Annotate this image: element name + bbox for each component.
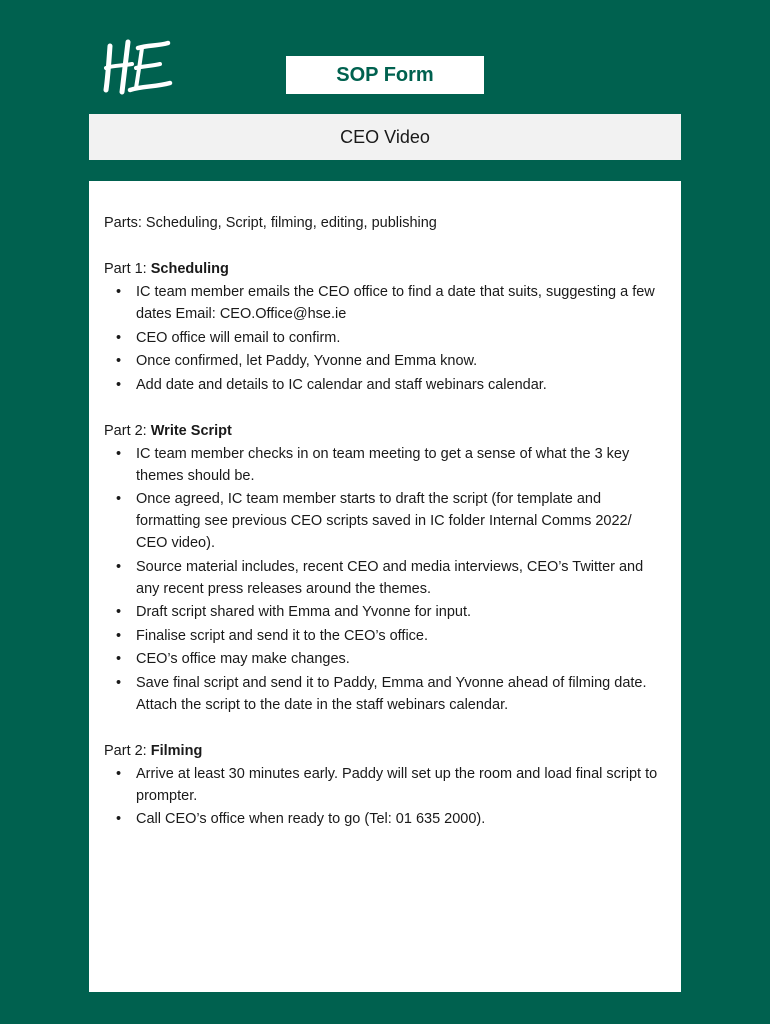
- list-item: • IC team member checks in on team meeting to get a sense of what the 3 key themes should be.: [104, 443, 667, 487]
- section-prefix: Part 1:: [104, 261, 151, 277]
- list-item: • Once confirmed, let Paddy, Yvonne and Emma know.: [104, 350, 667, 372]
- section-title: Filming: [150, 742, 203, 759]
- section-prefix: Part 2:: [104, 422, 151, 439]
- list-item: • Draft script shared with Emma and Yvonne for input.: [104, 601, 667, 623]
- list-item: • Call CEO’s office when ready to go (Tel: 01 635 2000).: [104, 808, 667, 830]
- list-item: • Arrive at least 30 minutes early. Paddy will set up the room and load final script to prompter.: [104, 763, 667, 807]
- list-item: • CEO’s office may make changes.: [104, 648, 667, 670]
- parts-overview: Parts: Scheduling, Script, filming, editing, publishing: [104, 215, 437, 231]
- list-item: • Add date and details to IC calendar and staff webinars calendar.: [104, 374, 667, 396]
- section-title: Scheduling: [150, 261, 229, 277]
- section-heading: [104, 258, 667, 280]
- document-subtitle: CEO Video: [89, 114, 681, 160]
- section-heading: [104, 420, 667, 442]
- list-item: • Finalise script and send it to the CEO’s office.: [104, 625, 667, 647]
- list-item: • Once agreed, IC team member starts to draft the script (for template and formatting see previous CEO scripts saved in IC folder Internal Comms 2022/ CEO video).: [104, 488, 667, 554]
- form-title: SOP Form: [286, 56, 484, 94]
- list-item: • IC team member emails the CEO office to find a date that suits, suggesting a few dates Email: CEO.Office@hse.ie: [104, 281, 667, 325]
- bullet-list: [104, 763, 667, 831]
- bullet-list: [104, 443, 667, 716]
- section-write-script: [104, 420, 667, 716]
- section-filming: [104, 740, 667, 831]
- list-item: • Save final script and send it to Paddy, Emma and Yvonne ahead of filming date. Attach the script to the date in the staff webinars calendar.: [104, 672, 667, 716]
- section-heading: [104, 740, 667, 762]
- bullet-list: [104, 281, 667, 396]
- list-item: • CEO office will email to confirm.: [104, 327, 667, 349]
- section-scheduling: [104, 258, 667, 396]
- hse-logo: [98, 36, 174, 96]
- sop-content: [89, 181, 681, 992]
- list-item: • Source material includes, recent CEO and media interviews, CEO’s Twitter and any recent press releases around the themes.: [104, 556, 667, 600]
- section-prefix: Part 2:: [104, 742, 151, 759]
- section-title: Write Script: [150, 422, 232, 439]
